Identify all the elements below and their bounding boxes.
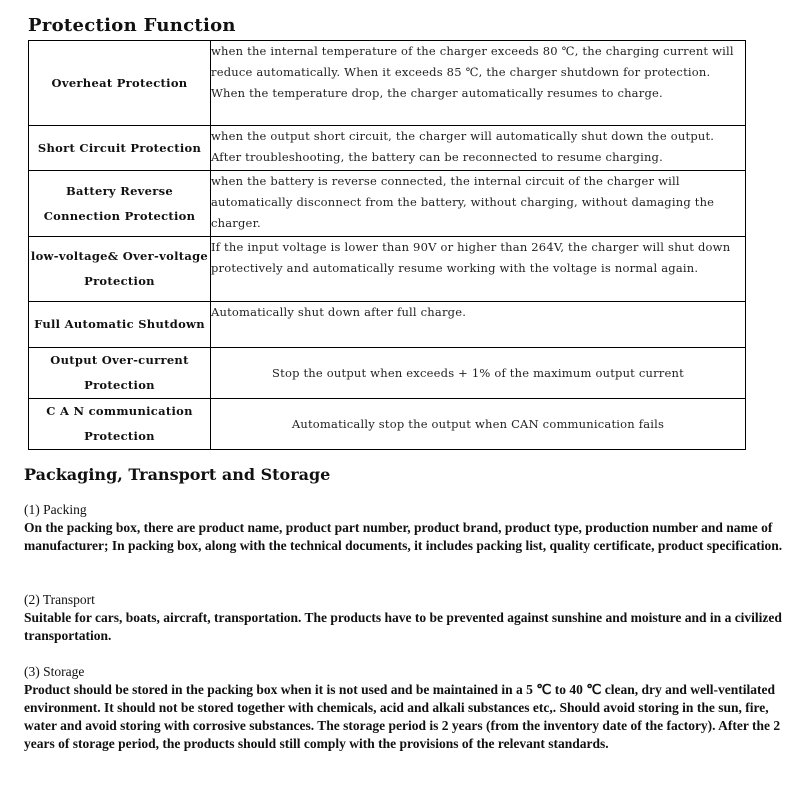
storage-section [24,663,794,753]
section-title: Packaging, Transport and Storage [24,465,331,484]
table-row [29,399,746,450]
table-row [29,171,746,237]
protection-description: If the input voltage is lower than 90V or higher than 264V, the charger will shut down protectively and automatically resume working with the voltage is normal again. [211,237,746,302]
transport-section [24,591,794,645]
protection-name: low-voltage& Over-voltage Protection [29,237,211,302]
protection-table [28,40,746,450]
protection-description: Automatically stop the output when CAN communication fails [211,399,746,450]
protection-name: Overheat Protection [29,41,211,126]
table-row [29,41,746,126]
protection-description: Automatically shut down after full charge. [211,302,746,348]
table-row [29,348,746,399]
table-row [29,126,746,171]
protection-name: Battery Reverse Connection Protection [29,171,211,237]
packing-heading: (1) Packing [24,502,87,517]
storage-text: Product should be stored in the packing box when it is not used and be maintained in a 5 ℃ to 40 ℃ clean, dry and well-ventilated environment. It should not be stored together with chemicals, acid and alkali substances etc,. Should avoid storing in the sun, fire, water and avoid storing with corrosive substances. The storage period is 2 years (from the inventory date of the factory). After the 2 years of storage period, the products should still comply with the provisions of the relevant standards. [24,682,781,751]
protection-name: Short Circuit Protection [29,126,211,171]
protection-description: when the output short circuit, the charger will automatically shut down the output. After troubleshooting, the battery can be reconnected to resume charging. [211,126,746,171]
page-title: Protection Function [28,15,236,36]
protection-description: Stop the output when exceeds + 1% of the maximum output current [211,348,746,399]
storage-heading: (3) Storage [24,664,85,679]
table-row [29,237,746,302]
protection-name: Output Over-current Protection [29,348,211,399]
transport-text: Suitable for cars, boats, aircraft, transportation. The products have to be prevented against sunshine and moisture and in a civilized transportation. [24,610,782,643]
protection-name: C A N communication Protection [29,399,211,450]
protection-description: when the battery is reverse connected, the internal circuit of the charger will automatically disconnect from the battery, without charging, without damaging the charger. [211,171,746,237]
table-row [29,302,746,348]
packing-section [24,501,794,555]
packing-text: On the packing box, there are product name, product part number, product brand, product type, production number and name of manufacturer; In packing box, along with the technical documents, it includes packing list, quality certificate, product specification. [24,520,783,553]
protection-name: Full Automatic Shutdown [29,302,211,348]
protection-description: when the internal temperature of the charger exceeds 80 ℃, the charging current will reduce automatically. When it exceeds 85 ℃, the charger shutdown for protection. When the temperature drop, the charger automatically resumes to charge. [211,41,746,126]
transport-heading: (2) Transport [24,592,95,607]
